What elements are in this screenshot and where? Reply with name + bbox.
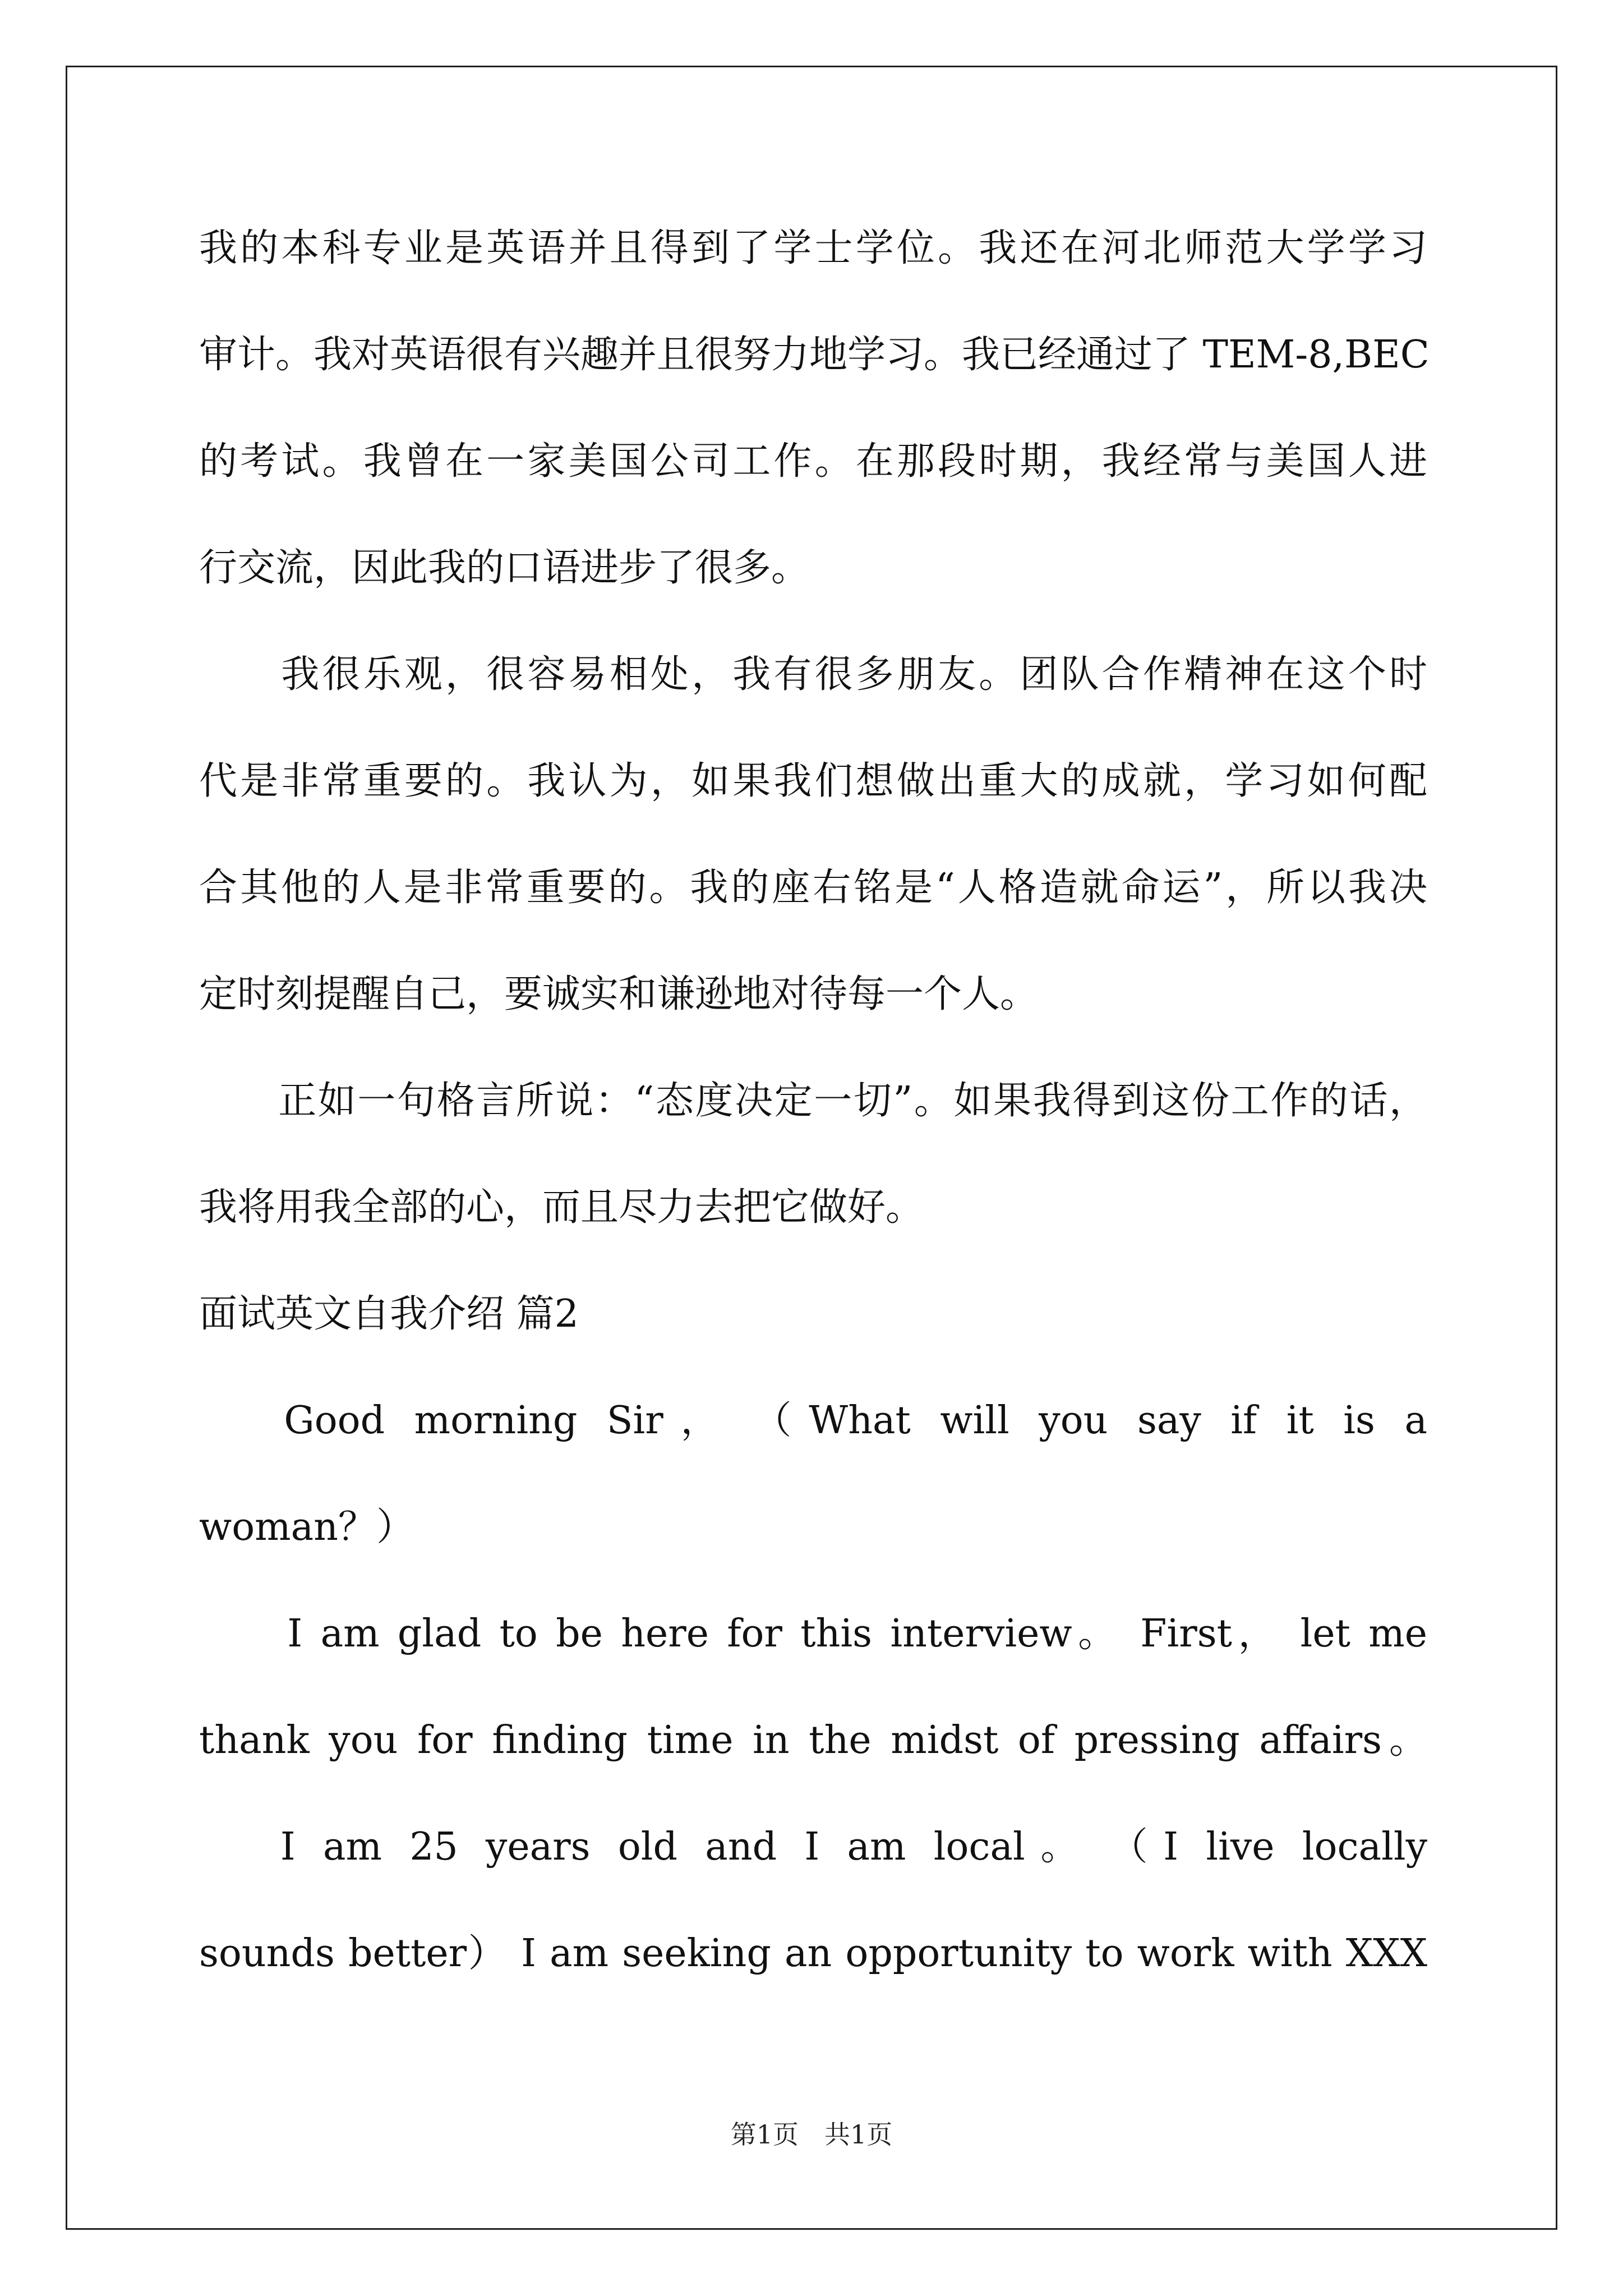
paragraph-line: woman？） [199,1505,414,1549]
paragraph-line: sounds better） I am seeking an opportunity to work with XXX [199,1931,1427,1976]
paragraph-line: I am 25 years old and I am local。 （I live locally [199,1825,1427,1869]
paragraph-line: Good morning Sir， （What will you say if it is a [199,1398,1427,1443]
paragraph-line: thank you for finding time in the midst of pressing affairs。 [199,1718,1427,1763]
page-footer: 第1页 共1页 [730,2119,893,2150]
paragraph-line: 定时刻提醒自己，要诚实和谦逊地对待每一个人。 [199,972,1039,1016]
paragraph-line: 我的本科专业是英语并且得到了学士学位。我还在河北师范大学学习 [199,226,1427,270]
paragraph-line: 正如一句格言所说：“态度决定一切”。如果我得到这份工作的话， [199,1079,1427,1123]
paragraph-line: 代是非常重要的。我认为，如果我们想做出重大的成就，学习如何配 [199,759,1427,803]
section-heading: 面试英文自我介绍 篇2 [199,1292,579,1336]
paragraph-line: 的考试。我曾在一家美国公司工作。在那段时期，我经常与美国人进 [199,439,1427,484]
paragraph-line: I am glad to be here for this interview。 First， let me [199,1612,1427,1656]
paragraph-line: 合其他的人是非常重要的。我的座右铭是“人格造就命运”，所以我决 [199,866,1427,910]
paragraph-line: 审计。我对英语很有兴趣并且很努力地学习。我已经通过了 TEM-8,BEC [199,333,1430,377]
page-border [66,66,1557,2230]
paragraph-line: 我很乐观，很容易相处，我有很多朋友。团队合作精神在这个时 [199,652,1427,697]
paragraph-line: 行交流，因此我的口语进步了很多。 [199,546,810,590]
paragraph-line: 我将用我全部的心，而且尽力去把它做好。 [199,1185,924,1230]
